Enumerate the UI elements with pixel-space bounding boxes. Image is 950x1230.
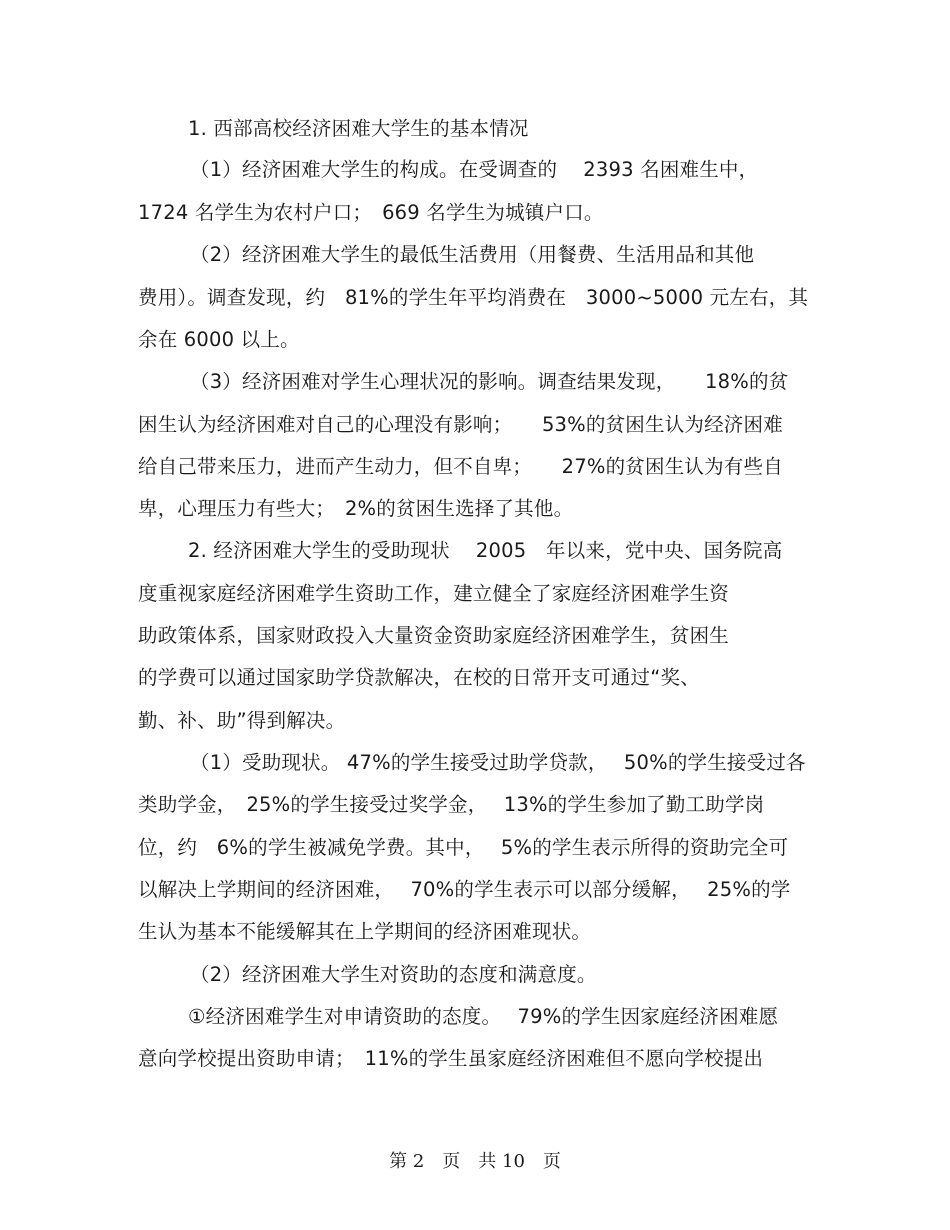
paragraph-line: 1724 名学生为农村户口； 669 名学生为城镇户口。 [138, 201, 604, 224]
paragraph-line: 给自己带来压力，进而产生动力，但不自卑； 27%的贫困生认为有些自 [138, 455, 783, 478]
paragraph-line: 度重视家庭经济困难学生资助工作，建立健全了家庭经济困难学生资 [138, 582, 730, 605]
paragraph-line: 困生认为经济困难对自己的心理没有影响； 53%的贫困生认为经济困难 [138, 413, 783, 436]
page-number-footer: 第 2 页 共 10 页 [389, 1151, 561, 1172]
paragraph-line: 卑，心理压力有些大； 2%的贫困生选择了其他。 [138, 497, 574, 520]
paragraph-line: 助政策体系，国家财政投入大量资金资助家庭经济困难学生，贫困生 [138, 624, 730, 647]
paragraph-line: 余在 6000 以上。 [138, 328, 300, 351]
paragraph-line: 以解决上学期间的经济困难， 70%的学生表示可以部分缓解， 25%的学 [138, 878, 791, 901]
section-heading-2: 2. 经济困难大学生的受助现状 2005 年以来，党中央、国务院高 [188, 539, 783, 562]
paragraph-line: 位，约 6%的学生被减免学费。其中， 5%的学生表示所得的资助完全可 [138, 836, 789, 859]
paragraph-line: （3）经济困难对学生心理状况的影响。调查结果发现， 18%的贫 [190, 370, 789, 393]
paragraph-line: ①经济困难学生对申请资助的态度。 79%的学生因家庭经济困难愿 [188, 1005, 779, 1028]
paragraph-line: （1）经济困难大学生的构成。在受调查的 2393 名困难生中， [190, 158, 759, 181]
paragraph-line: （2）经济困难大学生的最低生活费用（用餐费、生活用品和其他 [190, 243, 755, 266]
paragraph-line: 类助学金， 25%的学生接受过奖学金， 13%的学生参加了勤工助学岗 [138, 793, 765, 816]
paragraph-line: （1）受助现状。 47%的学生接受过助学贷款， 50%的学生接受过各 [190, 751, 806, 774]
paragraph-line: 生认为基本不能缓解其在上学期间的经济困难现状。 [138, 920, 592, 943]
paragraph-line: 费用）。调查发现，约 81%的学生年平均消费在 3000~5000 元左右，其 [138, 286, 809, 309]
paragraph-line: （2）经济困难大学生对资助的态度和满意度。 [190, 963, 597, 986]
paragraph-line: 的学费可以通过国家助学贷款解决，在校的日常开支可通过“奖、 [138, 666, 700, 689]
paragraph-line: 勤、补、助”得到解决。 [138, 709, 346, 732]
paragraph-line: 意向学校提出资助申请； 11%的学生虽家庭经济困难但不愿向学校提出 [138, 1047, 764, 1070]
section-heading-1: 1. 西部高校经济困难大学生的基本情况 [188, 117, 529, 140]
